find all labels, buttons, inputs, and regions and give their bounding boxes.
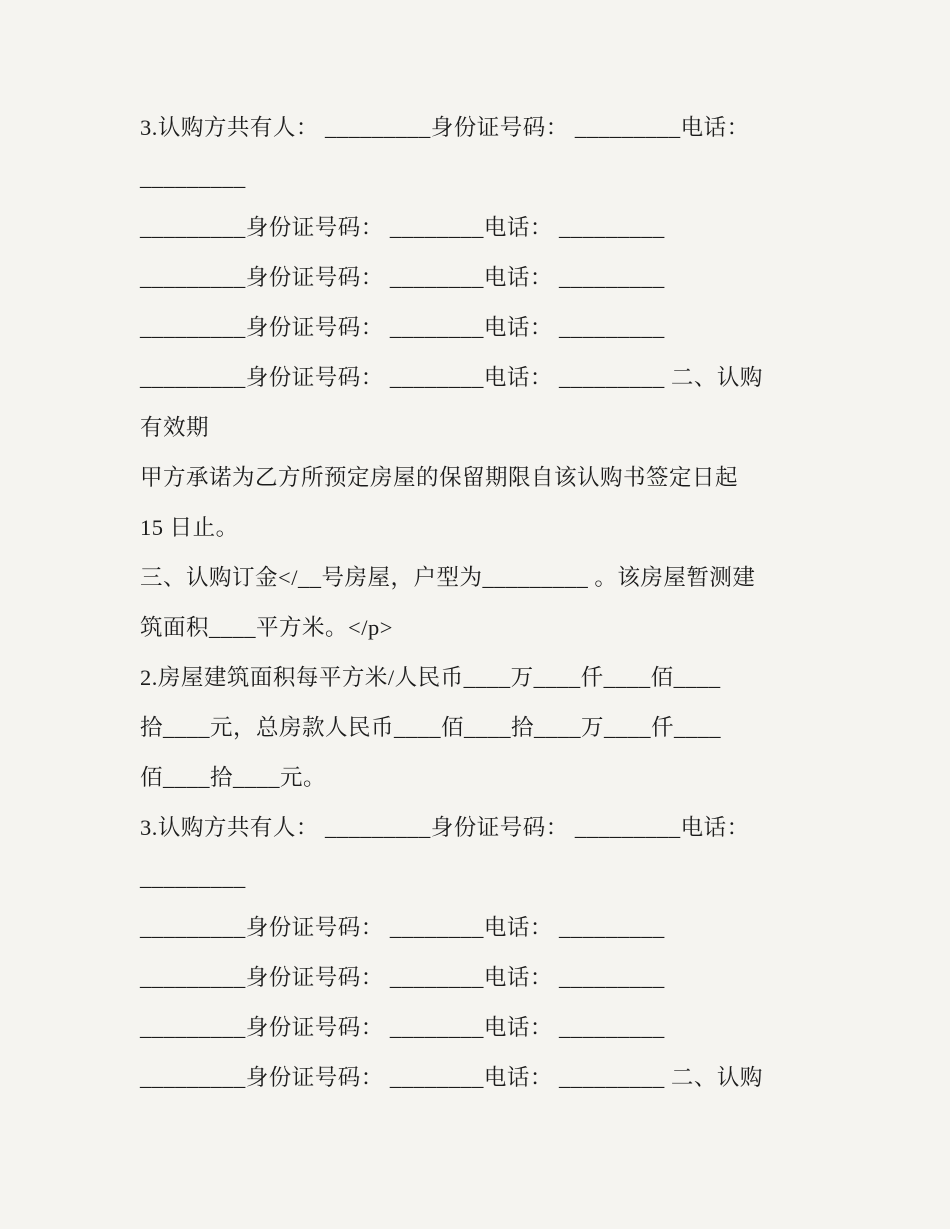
document-line: _________身份证号码： ________电话： _________ [140, 265, 665, 290]
document-line: _________ [140, 865, 246, 890]
document-line: _________身份证号码： ________电话： _________ [140, 215, 665, 240]
document-line: 15 日止。 [140, 515, 239, 540]
document-line: _________ [140, 165, 246, 190]
document-line: _________身份证号码： ________电话： _________ 二、认购 [140, 1065, 763, 1090]
document-line: _________身份证号码： ________电话： _________ 二、认购 [140, 365, 763, 390]
document-line: 有效期 [140, 415, 210, 440]
document-line: 3.认购方共有人： _________身份证号码： _________电话： [140, 115, 750, 140]
document-line: _________身份证号码： ________电话： _________ [140, 1015, 665, 1040]
document-line: 甲方承诺为乙方所预定房屋的保留期限自该认购书签定日起 [140, 465, 739, 490]
document-line: 三、认购订金</__号房屋，户型为_________ 。该房屋暂测建 [140, 565, 756, 590]
document-line: _________身份证号码： ________电话： _________ [140, 965, 665, 990]
document-line: 2.房屋建筑面积每平方米/人民币____万____仟____佰____ [140, 665, 721, 690]
document-line: 拾____元，总房款人民币____佰____拾____万____仟____ [140, 715, 722, 740]
document-line: 佰____拾____元。 [140, 765, 327, 790]
document-line: _________身份证号码： ________电话： _________ [140, 315, 665, 340]
document-line: 筑面积____平方米。</p> [140, 615, 393, 640]
document-line: _________身份证号码： ________电话： _________ [140, 915, 665, 940]
document-line: 3.认购方共有人： _________身份证号码： _________电话： [140, 815, 750, 840]
